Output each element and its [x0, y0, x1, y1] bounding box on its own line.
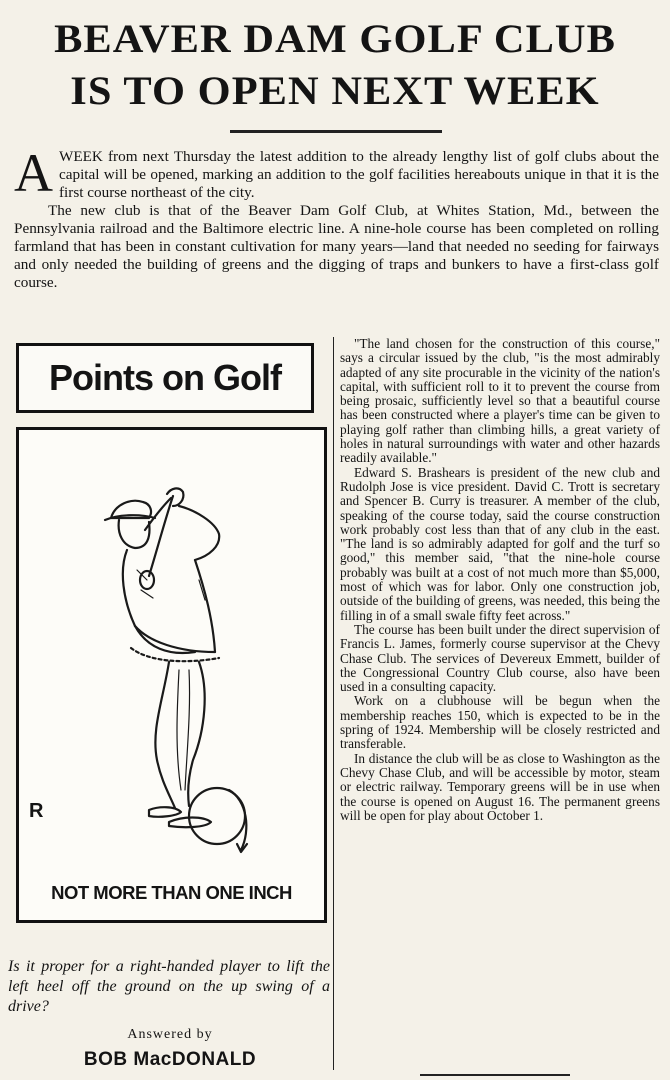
golf-question: Is it proper for a right-handed player to lift the left heel off the ground on the up swing of a drive?: [8, 958, 330, 1015]
headline-line-1: BEAVER DAM GOLF CLUB: [54, 16, 616, 61]
illustration-caption: NOT MORE THAN ONE INCH: [51, 882, 292, 903]
column-paragraph-1: "The land chosen for the construction of this course," says a circular issued by the club, "is the most admirably adapted of any site procurable in the vicinity of the nation's capital, with sufficient roll to it to prevent the course from being prosaic, sufficiently level so that a beautiful course has been constructed where a player's time can be given to playing golf rather than climbing hills, a great variety of holes in natural surroundings with water and other hazards readily available.": [340, 336, 660, 466]
article-column: [340, 337, 660, 823]
feature-title-box: [16, 343, 314, 413]
lead-paragraph-1-text: WEEK from next Thursday the latest addition to the already lengthy list of golf clubs about the capital will be opened, marking an addition to the golf facilities hereabouts unique in that it is the first course northeast of the city.: [59, 148, 659, 201]
end-rule: [420, 1074, 570, 1076]
golfer-illustration: [16, 427, 327, 923]
column-paragraph-3: The course has been built under the direct supervision of Francis L. James, formerly course supervisor at the Chevy Chase Club. The services of Devereux Emmett, builder of the Congressional Country Club course, also have been used in a consulting capacity.: [340, 621, 660, 695]
feature-title: Points on Golf: [49, 357, 281, 398]
headline-line-2: IS TO OPEN NEXT WEEK: [70, 68, 600, 113]
lead-article: [14, 143, 659, 292]
lead-paragraph-1: [14, 143, 659, 203]
column-paragraph-2: Edward S. Brashears is president of the new club and Rudolph Jose is vice president. David C. Trott is secretary and Spencer B. Curry is treasurer. A member of the club, speaking of the course today, said the course construction work probably cost less than that of any club in the east. "The land is so admirably adapted for golf and the turf so good," this member said, "that the nine-hole course probably was built at a cost of not much more than $5,000, most of which was for labor. Only one construction job, outside of the building of greens, was needed, this being the filling in of a small swale fifty feet across.": [340, 464, 660, 623]
drop-cap: A: [14, 143, 53, 203]
answered-by-label: Answered by: [127, 1027, 213, 1042]
headline-rule: [230, 130, 442, 133]
lead-paragraph-2: The new club is that of the Beaver Dam Golf Club, at Whites Station, Md., between the Pennsylvania railroad and the Baltimore electric line. A nine-hole course has been completed on rolling farmland that has been in constant cultivation for many years—land that needed no seeding for fairways and only needed the building of greens and the digging of traps and bunkers to have a first-class golf course.: [14, 202, 659, 291]
artist-initial: R: [29, 800, 44, 822]
column-paragraph-4: Work on a clubhouse will be begun when the membership reaches 150, which is expected to be in the spring of 1924. Membership will be closely restricted and transferable.: [340, 693, 660, 752]
column-paragraph-5: In distance the club will be as close to Washington as the Chevy Chase Club, and will be accessible by motor, steam or electric railway. Temporary greens will be in use when the course is opened on August 16. The permanent greens will be open for play about October 1.: [340, 750, 660, 823]
golfer-drawing: [19, 430, 324, 870]
column-divider: [333, 337, 334, 1070]
author-byline: BOB MacDONALD: [83, 1049, 257, 1070]
